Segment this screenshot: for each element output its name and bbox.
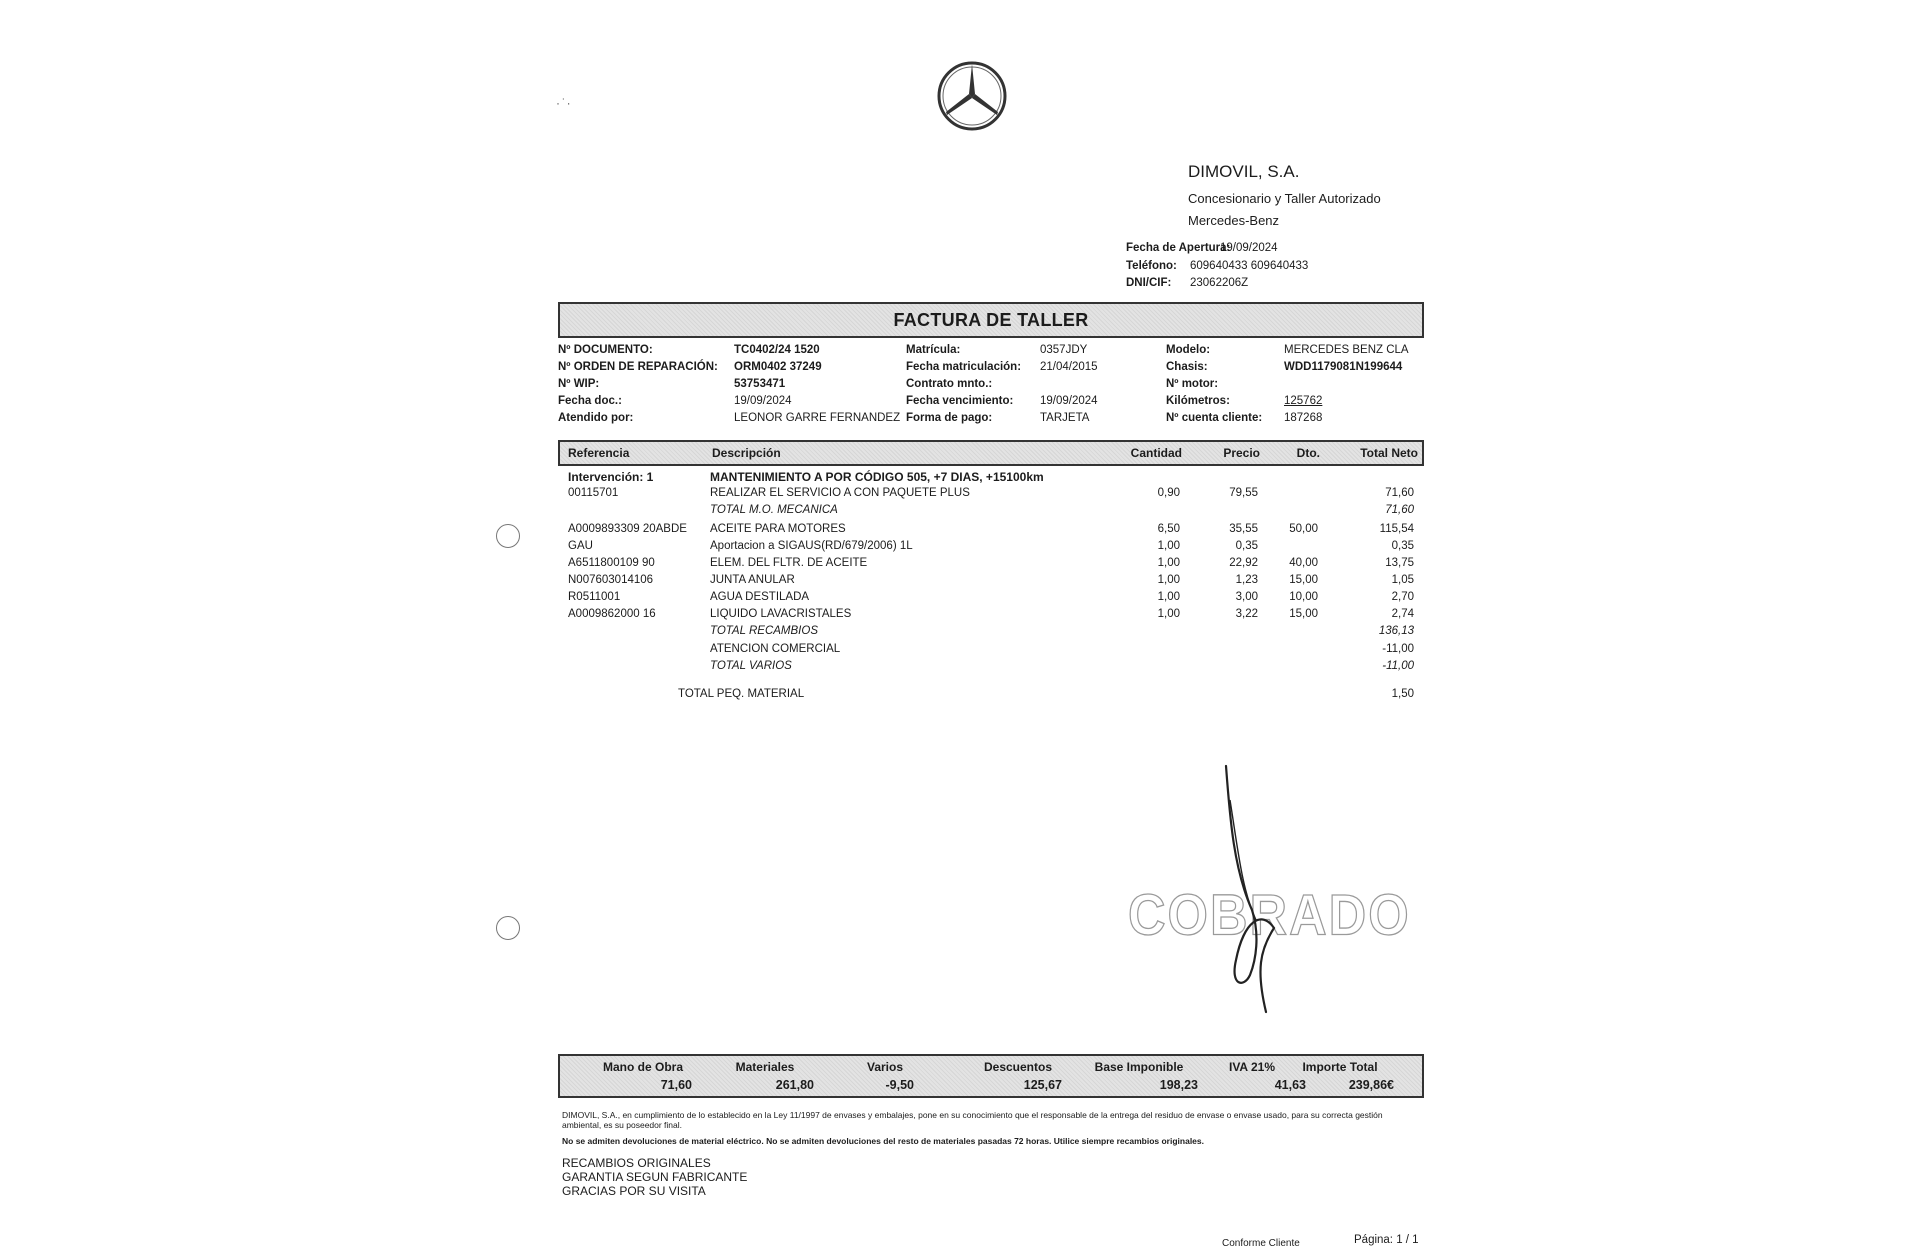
item-total: 115,54 xyxy=(1379,523,1414,535)
item-reference: N007603014106 xyxy=(568,574,654,586)
totals-bar xyxy=(558,1054,1424,1098)
info-row xyxy=(1126,260,1366,277)
total-value: 125,67 xyxy=(1023,1078,1062,1092)
total-value: 239,86€ xyxy=(1348,1078,1394,1092)
table-row xyxy=(558,504,1424,520)
total-value: 198,23 xyxy=(1159,1078,1198,1092)
item-total: 13,75 xyxy=(1385,557,1414,569)
item-description: ACEITE PARA MOTORES xyxy=(710,523,846,535)
item-total: 71,60 xyxy=(1385,487,1414,499)
footer-messages xyxy=(562,1156,747,1198)
item-quantity: 1,00 xyxy=(1157,557,1180,569)
info-value: 19/09/2024 xyxy=(1220,242,1278,254)
item-quantity: 0,90 xyxy=(1157,487,1180,499)
info-value: 609640433 609640433 xyxy=(1190,260,1309,272)
doc-label: Nº ORDEN DE REPARACIÓN: xyxy=(558,361,718,373)
item-discount: 10,00 xyxy=(1289,591,1318,603)
customer-signature xyxy=(1190,760,1300,1020)
wip-number: 53753471 xyxy=(734,378,786,390)
item-discount: 40,00 xyxy=(1289,557,1318,569)
item-description: Aportacion a SIGAUS(RD/679/2006) 1L xyxy=(710,540,913,552)
page-number: Página: 1 / 1 xyxy=(1354,1234,1419,1246)
total-value: 71,60 xyxy=(660,1078,692,1092)
total-label: Base Imponible xyxy=(1094,1060,1184,1074)
doc-label: Modelo: xyxy=(1166,344,1211,356)
item-reference: GAU xyxy=(568,540,593,552)
total-value: -9,50 xyxy=(885,1078,914,1092)
total-label: IVA 21% xyxy=(1228,1060,1276,1074)
item-discount: 15,00 xyxy=(1289,574,1318,586)
item-description: LIQUIDO LAVACRISTALES xyxy=(710,608,852,620)
item-quantity: 1,00 xyxy=(1157,540,1180,552)
attended-by: LEONOR GARRE FERNANDEZ xyxy=(734,412,901,424)
item-total: -11,00 xyxy=(1382,660,1414,672)
item-price: 3,00 xyxy=(1235,591,1258,603)
table-row xyxy=(558,540,1424,556)
item-total: 1,05 xyxy=(1391,574,1414,586)
footer-line: GRACIAS POR SU VISITA xyxy=(562,1184,706,1198)
items-table-body xyxy=(558,487,1424,672)
opening-info xyxy=(1126,242,1366,294)
doc-label: Kilómetros: xyxy=(1166,395,1230,407)
info-label: Teléfono: xyxy=(1126,260,1177,272)
table-row xyxy=(558,591,1424,607)
item-quantity: 6,50 xyxy=(1157,523,1180,535)
item-reference: A0009862000 16 xyxy=(568,608,656,620)
registration-date: 21/04/2015 xyxy=(1040,361,1098,373)
invoice-title: FACTURA DE TALLER xyxy=(558,302,1424,338)
stray-marks: · ̇ · xyxy=(556,96,571,110)
info-row xyxy=(1126,277,1366,294)
item-description: ELEM. DEL FLTR. DE ACEITE xyxy=(710,557,868,569)
item-description: TOTAL RECAMBIOS xyxy=(710,625,818,637)
item-reference: 00115701 xyxy=(568,487,619,499)
item-total: 2,70 xyxy=(1391,591,1414,603)
legal-notice-envases: DIMOVIL, S.A., en cumplimiento de lo establecido en la Ley 11/1997 de envases y embalajes, pone en su conocimiento que el responsable de la entrega del residuo de envase o envase usado, para su correcta gestión ambiental, es su poseedor final. xyxy=(562,1110,1383,1130)
col-header-price: Precio xyxy=(1223,446,1260,460)
item-price: 79,55 xyxy=(1229,487,1258,499)
doc-label: Forma de pago: xyxy=(906,412,993,424)
total-value: 261,80 xyxy=(775,1078,814,1092)
mercedes-star-logo xyxy=(936,60,1008,132)
table-row xyxy=(558,643,1424,659)
doc-label: Fecha vencimiento: xyxy=(906,395,1014,407)
footer-line: RECAMBIOS ORIGINALES xyxy=(562,1156,711,1170)
total-label: Materiales xyxy=(735,1060,795,1074)
peq-material-label: TOTAL PEQ. MATERIAL xyxy=(678,688,805,700)
item-price: 3,22 xyxy=(1235,608,1258,620)
doc-label: Contrato mnto.: xyxy=(906,378,993,390)
item-description: JUNTA ANULAR xyxy=(710,574,795,586)
punch-hole-top xyxy=(496,524,520,548)
item-price: 0,35 xyxy=(1235,540,1258,552)
item-total: 71,60 xyxy=(1385,504,1414,516)
total-label: Importe Total xyxy=(1302,1060,1378,1074)
intervention-description: MANTENIMIENTO A POR CÓDIGO 505, +7 DIAS, +15100km xyxy=(710,470,1044,484)
repair-order: ORM0402 37249 xyxy=(734,361,822,373)
col-header-discount: Dto. xyxy=(1296,446,1320,460)
peq-material-value: 1,50 xyxy=(1391,688,1414,700)
item-description: TOTAL M.O. MECANICA xyxy=(710,504,838,516)
table-row xyxy=(558,487,1424,503)
due-date: 19/09/2024 xyxy=(1040,395,1098,407)
doc-label: Nº DOCUMENTO: xyxy=(558,344,653,356)
item-description: ATENCION COMERCIAL xyxy=(710,643,841,655)
punch-hole-bottom xyxy=(496,916,520,940)
doc-label: Matrícula: xyxy=(906,344,961,356)
table-row xyxy=(558,523,1424,539)
legal-notice-returns: No se admiten devoluciones de material eléctrico. No se admiten devoluciones del resto de materiales pasadas 72 horas. Utilice siempre recambios originales. xyxy=(562,1136,1204,1146)
item-discount: 15,00 xyxy=(1289,608,1318,620)
document-info xyxy=(558,344,1424,428)
doc-date: 19/09/2024 xyxy=(734,395,792,407)
item-discount: 50,00 xyxy=(1289,523,1318,535)
doc-number: TC0402/24 1520 xyxy=(734,344,820,356)
customer-conformity: Conforme Cliente xyxy=(1222,1238,1300,1249)
total-label: Mano de Obra xyxy=(602,1060,683,1074)
doc-label: Nº motor: xyxy=(1166,378,1219,390)
doc-label: Fecha doc.: xyxy=(558,395,622,407)
item-quantity: 1,00 xyxy=(1157,574,1180,586)
item-total: 0,35 xyxy=(1391,540,1414,552)
item-quantity: 1,00 xyxy=(1157,591,1180,603)
info-row xyxy=(1126,242,1366,260)
item-price: 22,92 xyxy=(1229,557,1258,569)
item-quantity: 1,00 xyxy=(1157,608,1180,620)
col-header-total: Total Neto xyxy=(1360,446,1418,460)
col-header-description: Descripción xyxy=(712,446,781,460)
chassis: WDD1179081N199644 xyxy=(1284,361,1403,373)
plate: 0357JDY xyxy=(1040,344,1088,356)
footer-line: GARANTIA SEGUN FABRICANTE xyxy=(562,1170,748,1184)
doc-label: Nº WIP: xyxy=(558,378,600,390)
total-value: 41,63 xyxy=(1274,1078,1306,1092)
items-table-header xyxy=(558,440,1424,466)
doc-label: Fecha matriculación: xyxy=(906,361,1022,373)
kilometers: 125762 xyxy=(1284,395,1323,407)
doc-label: Chasis: xyxy=(1166,361,1208,373)
table-row xyxy=(558,608,1424,624)
doc-label: Atendido por: xyxy=(558,412,634,424)
intervention-label: Intervención: 1 xyxy=(568,470,654,484)
company-name: DIMOVIL, S.A. xyxy=(1188,162,1300,181)
table-row xyxy=(558,574,1424,590)
col-header-quantity: Cantidad xyxy=(1130,446,1182,460)
item-reference: R0511001 xyxy=(568,591,621,603)
info-value: 23062206Z xyxy=(1190,277,1249,289)
col-header-reference: Referencia xyxy=(568,446,630,460)
item-description: TOTAL VARIOS xyxy=(710,660,792,672)
payment-method: TARJETA xyxy=(1040,412,1090,424)
item-total: 136,13 xyxy=(1378,625,1414,637)
company-line2: Mercedes-Benz xyxy=(1188,213,1280,228)
info-label: Fecha de Apertura: xyxy=(1126,242,1231,254)
table-row xyxy=(558,660,1424,676)
company-line1: Concesionario y Taller Autorizado xyxy=(1188,191,1381,206)
item-price: 1,23 xyxy=(1235,574,1258,586)
paid-stamp: COBRADO xyxy=(1128,884,1411,948)
item-total: -11,00 xyxy=(1382,643,1414,655)
item-description: REALIZAR EL SERVICIO A CON PAQUETE PLUS xyxy=(710,487,970,499)
total-label: Varios xyxy=(866,1060,904,1074)
table-row xyxy=(558,625,1424,641)
customer-account: 187268 xyxy=(1284,412,1323,424)
model: MERCEDES BENZ CLA xyxy=(1284,344,1409,356)
item-price: 35,55 xyxy=(1229,523,1258,535)
item-total: 2,74 xyxy=(1391,608,1414,620)
table-row xyxy=(558,557,1424,573)
item-reference: A6511800109 90 xyxy=(568,557,655,569)
item-description: AGUA DESTILADA xyxy=(710,591,810,603)
total-label: Descuentos xyxy=(983,1060,1053,1074)
item-reference: A0009893309 20ABDE xyxy=(568,523,687,535)
doc-label: Nº cuenta cliente: xyxy=(1166,412,1263,424)
info-label: DNI/CIF: xyxy=(1126,277,1172,289)
